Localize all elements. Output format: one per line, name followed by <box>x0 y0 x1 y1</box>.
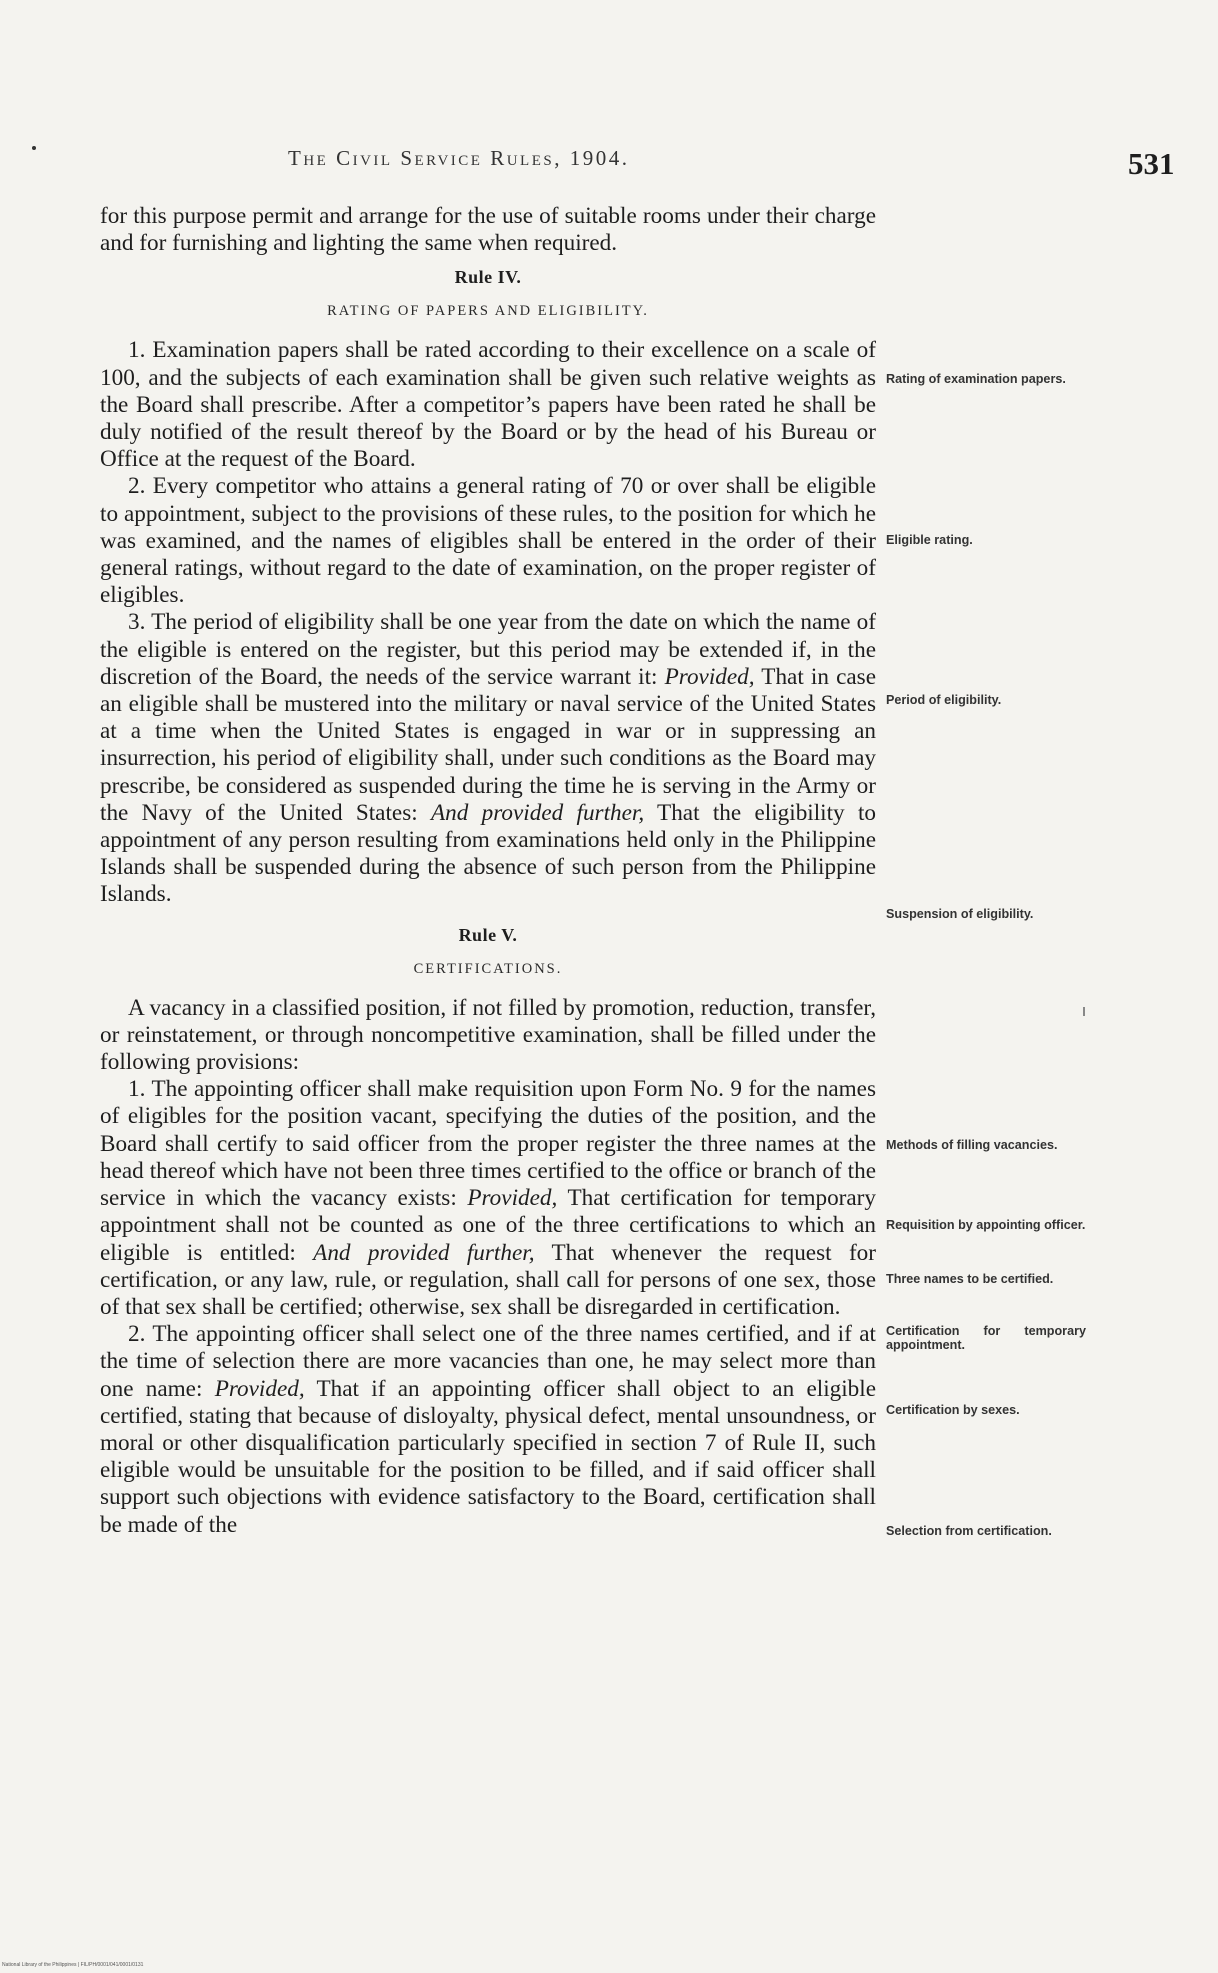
margin-note-rating: Rating of examination papers. <box>886 372 1066 386</box>
rule-v-paragraph-2 <box>100 1321 876 1539</box>
rule-iv-heading: Rule IV. <box>454 267 522 288</box>
text-run: 3. The period of eligibility shall be one year from the date on which the name of the eligible is entered on the register, but this period may be extended if, in the discretion of the Board, the needs of the service warrant it: <box>100 609 876 690</box>
italic-term: And provided further, <box>313 1239 535 1266</box>
rule-iv-paragraph-2: 2. Every competitor who attains a general rating of 70 or over shall be eligible to appointment, subject to the provisions of these rules, to the position for which he was examined, and the names of eligibles shall be entered in the order of their general ratings, without regard to the date of examination, on the proper register of eligibles. <box>100 473 876 609</box>
rule-iv-subheading: RATING OF PAPERS AND ELIGIBILITY. <box>327 303 649 320</box>
main-text-column <box>100 203 876 1539</box>
text-run: That the eligibility to appointment of any person resulting from examinations held only in the Philippine Islands shall be suspended during the absence of such person from the Philippine Islands. <box>100 799 876 908</box>
italic-term: Provided, <box>664 663 755 690</box>
text-run: 2. The appointing officer shall select one of the three names certified, and if at the time of selection there are more vacancies than one, he may select more than one name: <box>100 1321 876 1402</box>
margin-note-requisition: Requisition by appointing officer. <box>886 1218 1086 1232</box>
text-run: That if an appointing officer shall object to an eligible certified, stating that because of disloyalty, physical defect, mental unsoundness, or moral or other disqualification particularly specified in section 7 of Rule II, such eligible would be unsuitable for the position to be filled, and if said officer shall support such objections with evidence satisfactory to the Board, certification shall be made of the <box>100 1375 877 1538</box>
scan-mark <box>1083 1007 1085 1016</box>
margin-note-eligible-rating: Eligible rating. <box>886 533 973 547</box>
continued-paragraph: for this purpose permit and arrange for the use of suitable rooms under their charge and for furnishing and lighting the same when required. <box>100 203 876 257</box>
margin-note-sexes: Certification by sexes. <box>886 1403 1020 1417</box>
rule-iv-paragraph-3 <box>100 609 876 908</box>
text-run: 1. The appointing officer shall make requisition upon Form No. 9 for the names of eligibles for the position vacant, specifying the duties of the position, and the Board shall certify to said officer from the proper register the three names at the head thereof which have not been three times certified to the office or branch of the service in which the vacancy exists: <box>100 1076 876 1212</box>
italic-term: Provided, <box>214 1375 305 1402</box>
archive-footer: National Library of the Philippines | FIL/PH/0001/041/0001/0131 <box>2 1962 144 1968</box>
rule-iv-paragraph-1: 1. Examination papers shall be rated according to their excellence on a scale of 100, and the subjects of each examination shall be given such relative weights as the Board shall prescribe. After a competitor’s papers have been rated he shall be duly notified of the result thereof by the Board or by the head of his Bureau or Office at the request of the Board. <box>100 337 876 473</box>
rule-v-heading: Rule V. <box>458 924 518 945</box>
margin-note-three-names: Three names to be certified. <box>886 1272 1054 1286</box>
italic-term: And provided further, <box>430 799 645 826</box>
text-run: That whenever the request for certification, or any law, rule, or regulation, shall call for persons of one sex, those of that sex shall be certified; otherwise, sex shall be disregarded in certification. <box>100 1239 876 1320</box>
running-title: The Civil Service Rules, 1904. <box>288 146 630 170</box>
text-run: That certification for temporary appointment shall not be counted as one of the three certifications to which an eligible is entitled: <box>100 1185 877 1266</box>
margin-note-suspension: Suspension of eligibility. <box>886 907 1034 921</box>
margin-note-temporary: Certification for temporary appointment. <box>886 1324 1086 1352</box>
margin-note-period: Period of eligibility. <box>886 693 1002 707</box>
margin-note-methods: Methods of filling vacancies. <box>886 1138 1058 1152</box>
ink-speck <box>32 146 36 150</box>
rule-v-subheading: CERTIFICATIONS. <box>413 960 563 977</box>
page-number: 531 <box>1128 146 1175 181</box>
text-run: That in case an eligible shall be mustered into the military or naval service of the United States at a time when the United States is engaged in war or in suppressing an insurrection, his period of eligibility shall, under such conditions as the Board may prescribe, be considered as suspended during the time he is serving in the Army or the Navy of the United States: <box>100 663 876 826</box>
margin-note-selection: Selection from certification. <box>886 1524 1052 1538</box>
rule-v-paragraph-0: A vacancy in a classified position, if not filled by promotion, reduction, transfer, or reinstatement, or through noncompetitive examination, shall be filled under the following provisions: <box>100 994 876 1076</box>
italic-term: Provided, <box>467 1185 558 1212</box>
rule-v-paragraph-1 <box>100 1076 876 1321</box>
